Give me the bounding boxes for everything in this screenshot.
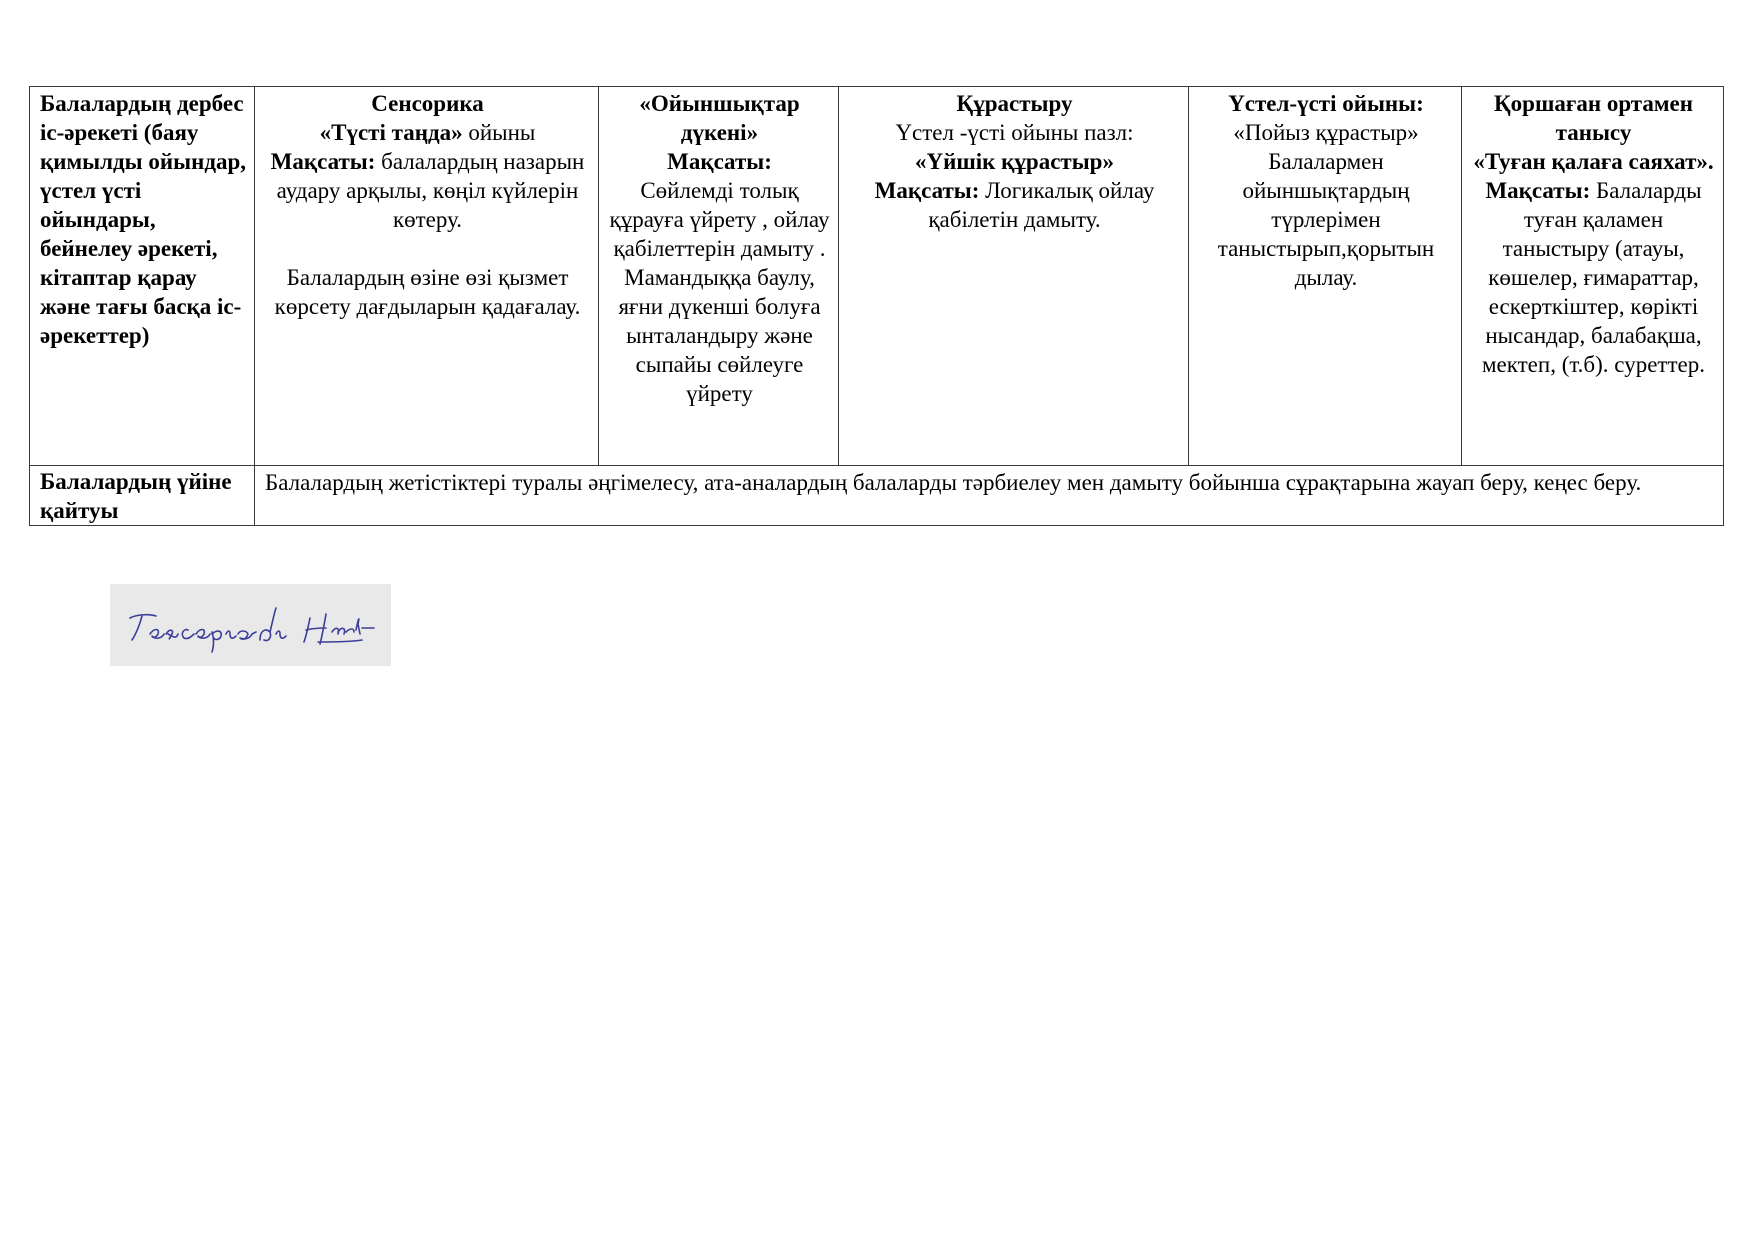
- row-header-independent-activity: Балалардың дербес іс-әрекеті (баяу қимылды ойындар, үстел үсті ойындары, бейнелеу әрекеті, кітаптар қарау және тағы басқа іс-әрекеттер): [30, 87, 255, 466]
- signature-icon: [110, 584, 391, 666]
- goal-label: Мақсаты:: [1485, 178, 1591, 203]
- game-name: «Пойыз құрастыр»: [1233, 120, 1419, 145]
- goal-text: Логикалық ойлау қабілетін дамыту.: [928, 178, 1155, 232]
- goal-text: балалардың назарын аудару арқылы, көңіл күйлерін көтеру.: [276, 149, 585, 232]
- table-row: [30, 466, 1724, 526]
- goal-text: Балаларды туған қаламен таныстыру (атауы, көшелер, ғимараттар, ескерткіштер, көрікті нысандар, балабақша, мектеп, (т.б). суреттер.: [1482, 178, 1705, 377]
- game-name: «Үйшік құрастыр»: [915, 149, 1114, 174]
- cell-going-home-text: Балалардың жетістіктері туралы әңгімелесу, ата-аналардың балаларды тәрбиелеу мен дамыту бойынша сұрақтарына жауап беру, кеңес беру.: [255, 466, 1724, 526]
- table-row: [30, 87, 1724, 466]
- row-header-going-home: Балалардың үйіне қайтуы: [30, 466, 255, 526]
- game-name: «Түсті таңда»: [319, 120, 463, 145]
- goal-label: Мақсаты:: [270, 149, 376, 174]
- cell-title: «Ойыншықтар дүкені»: [639, 91, 800, 145]
- cell-subtitle: Үстел -үсті ойыны пазл:: [895, 120, 1134, 145]
- cell-environment: [1462, 87, 1724, 466]
- cell-sensorics: [255, 87, 599, 466]
- goal-label: Мақсаты:: [667, 149, 772, 174]
- cell-title: Құрастыру: [956, 91, 1073, 116]
- cell-toy-shop: [599, 87, 839, 466]
- goal-text: Сөйлемді толық құрауға үйрету , ойлау қабілеттерін дамыту . Мамандыққа баулу, яғни дүкенші болуға ынталандыру және сыпайы сөйлеуге үйрету: [609, 178, 830, 406]
- game-name: «Туған қалаға саяхат».: [1473, 149, 1714, 174]
- cell-table-game: [1189, 87, 1462, 466]
- cell-title: Қоршаған ортамен танысу: [1493, 91, 1694, 145]
- handwritten-signature-stamp: [110, 584, 391, 666]
- goal-label: Мақсаты:: [874, 178, 980, 203]
- schedule-table: [29, 86, 1724, 526]
- extra-text: Балалардың өзіне өзі қызмет көрсету дағдыларын қадағалау.: [274, 265, 581, 319]
- goal-text: Балалармен ойыншықтардың түрлерімен таныстырып,қорытын дылау.: [1217, 149, 1435, 290]
- game-suffix: ойыны: [462, 120, 536, 145]
- cell-title: Үстел-үсті ойыны:: [1228, 91, 1424, 116]
- cell-construction: [839, 87, 1189, 466]
- cell-title: Сенсорика: [371, 91, 484, 116]
